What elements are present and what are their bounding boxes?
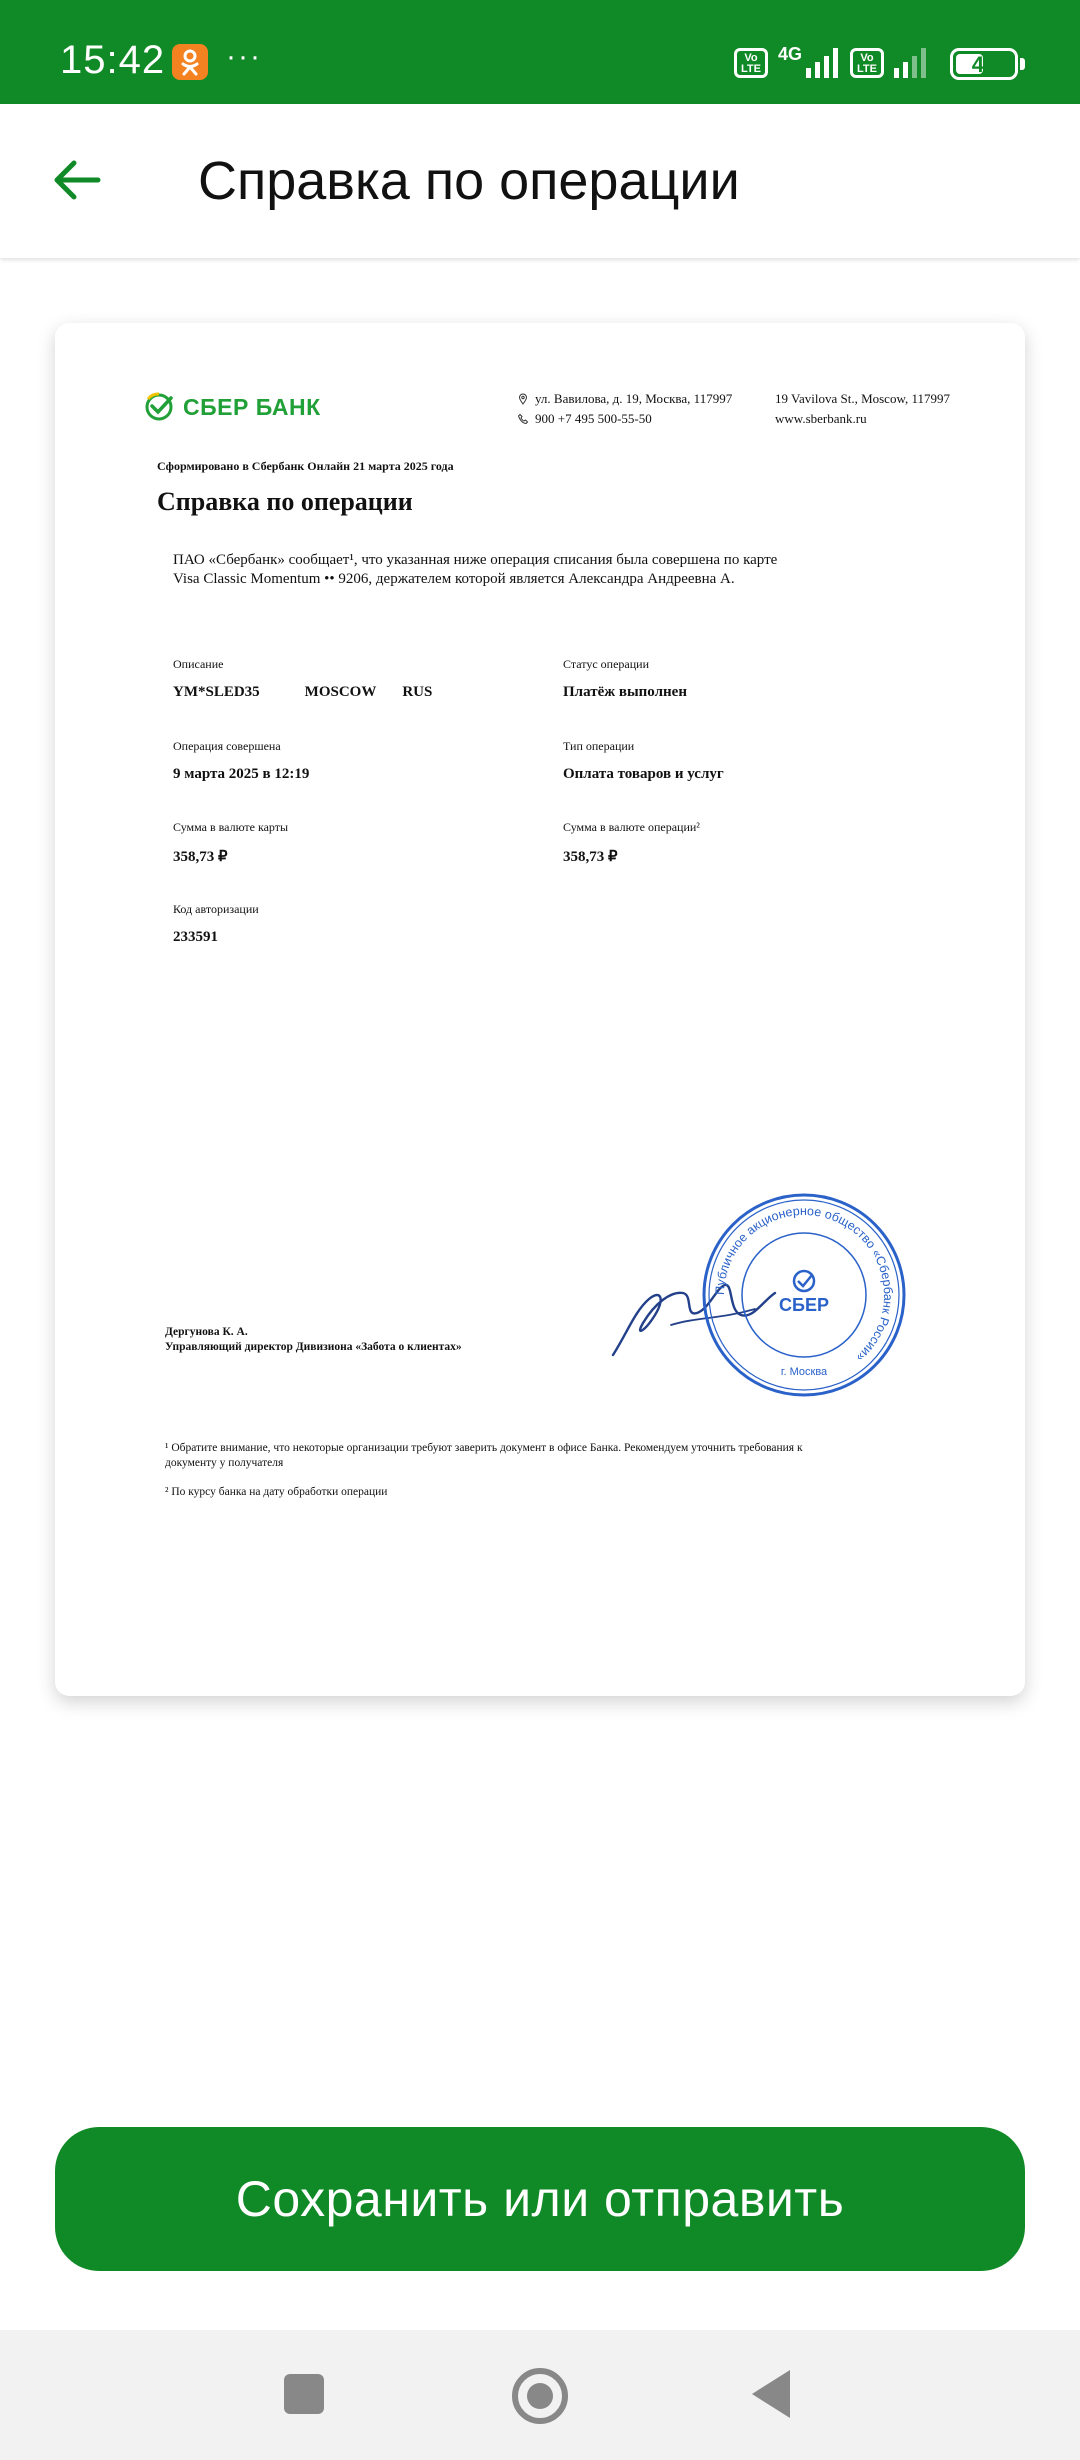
battery-percent: 47	[971, 52, 997, 77]
field-label: Тип операции	[563, 739, 635, 753]
field-value: Оплата товаров и услуг	[563, 766, 724, 782]
svg-text:СБЕР: СБЕР	[779, 1295, 829, 1315]
system-nav-bar	[0, 2330, 1080, 2460]
save-or-send-button[interactable]: Сохранить или отправить	[55, 2127, 1025, 2271]
recents-button[interactable]	[284, 2374, 324, 2414]
address-ru: ул. Вавилова, д. 19, Москва, 117997	[535, 391, 733, 406]
phones: 900 +7 495 500-55-50	[535, 411, 652, 426]
status-time: 15:42	[60, 38, 166, 82]
sber-check-icon	[143, 391, 175, 423]
signer-name: Дергунова К. А.	[165, 1326, 248, 1338]
field-operation-amount	[563, 820, 700, 866]
signal-icon-2	[894, 48, 926, 78]
sber-logo	[143, 391, 321, 423]
bank-stamp-image	[700, 1191, 908, 1399]
document-preview[interactable]	[55, 323, 1025, 1696]
document-title: Справка по операции	[157, 487, 413, 516]
battery-icon	[950, 48, 1018, 80]
field-date	[173, 739, 309, 783]
footnote-2: ² По курсу банка на дату обработки операции	[165, 1486, 388, 1498]
field-description	[173, 657, 432, 701]
arrow-left-icon	[48, 150, 108, 210]
field-status	[563, 657, 687, 701]
location-icon	[517, 393, 529, 405]
address-en: 19 Vavilova St., Moscow, 117997	[775, 391, 951, 406]
field-value: Платёж выполнен	[563, 684, 687, 700]
website: www.sberbank.ru	[775, 411, 867, 426]
address-block-ru	[517, 389, 732, 429]
field-label: Описание	[173, 657, 224, 671]
formed-note: Сформировано в Сбербанк Онлайн 21 марта 2025 года	[157, 459, 454, 473]
field-type	[563, 739, 724, 783]
home-button[interactable]	[512, 2368, 568, 2424]
system-back-button[interactable]	[752, 2370, 790, 2418]
field-value: 233591	[173, 929, 218, 945]
status-bar	[0, 0, 1080, 104]
svg-text:г. Москва: г. Москва	[780, 1366, 828, 1378]
footnotes	[165, 1441, 805, 1514]
volte-icon: Vo LTE	[734, 48, 768, 78]
svg-text:Публичное акционерное общество: Публичное акционерное общество «Сбербанк России»	[712, 1203, 896, 1365]
bank-name: СБЕР БАНК	[183, 393, 321, 420]
field-label: Операция совершена	[173, 739, 281, 753]
footnote-1: ¹ Обратите внимание, что некоторые организации требуют заверить документ в офисе Банка. Рекомендуем уточнить требования к документу у получателя	[165, 1442, 803, 1469]
field-value: 358,73 ₽	[173, 849, 228, 865]
field-value: 9 марта 2025 в 12:19	[173, 766, 310, 782]
battery-tip	[1020, 58, 1025, 70]
app-header	[0, 104, 1080, 258]
volte-icon-2: Vo LTE	[850, 48, 884, 78]
phone-icon	[517, 413, 529, 425]
intro-text: ПАО «Сбербанк» сообщает¹, что указанная ниже операция списания была совершена по карте Visa Classic Momentum •• 9206, держателем которой является Александра Андреевна А.	[173, 552, 778, 587]
odnoklassniki-icon	[172, 44, 208, 80]
signer-position: Управляющий директор Дивизиона «Забота о клиентах»	[165, 1341, 462, 1353]
field-label: Сумма в валюте операции²	[563, 820, 700, 834]
signal-icon	[806, 48, 838, 78]
page-title: Справка по операции	[198, 151, 740, 211]
field-label: Статус операции	[563, 657, 650, 671]
field-label: Сумма в валюте карты	[173, 820, 289, 834]
signer-block	[165, 1325, 462, 1355]
network-type: 4G	[778, 44, 803, 64]
address-block-en	[775, 389, 950, 429]
field-label: Код авторизации	[173, 902, 259, 916]
field-card-amount	[173, 820, 288, 866]
more-notifications-icon: ···	[226, 40, 262, 73]
field-value: YM*SLED35 MOSCOW RUS	[173, 684, 433, 700]
field-auth-code	[173, 902, 259, 946]
back-button[interactable]	[48, 150, 108, 210]
field-value: 358,73 ₽	[563, 849, 618, 865]
